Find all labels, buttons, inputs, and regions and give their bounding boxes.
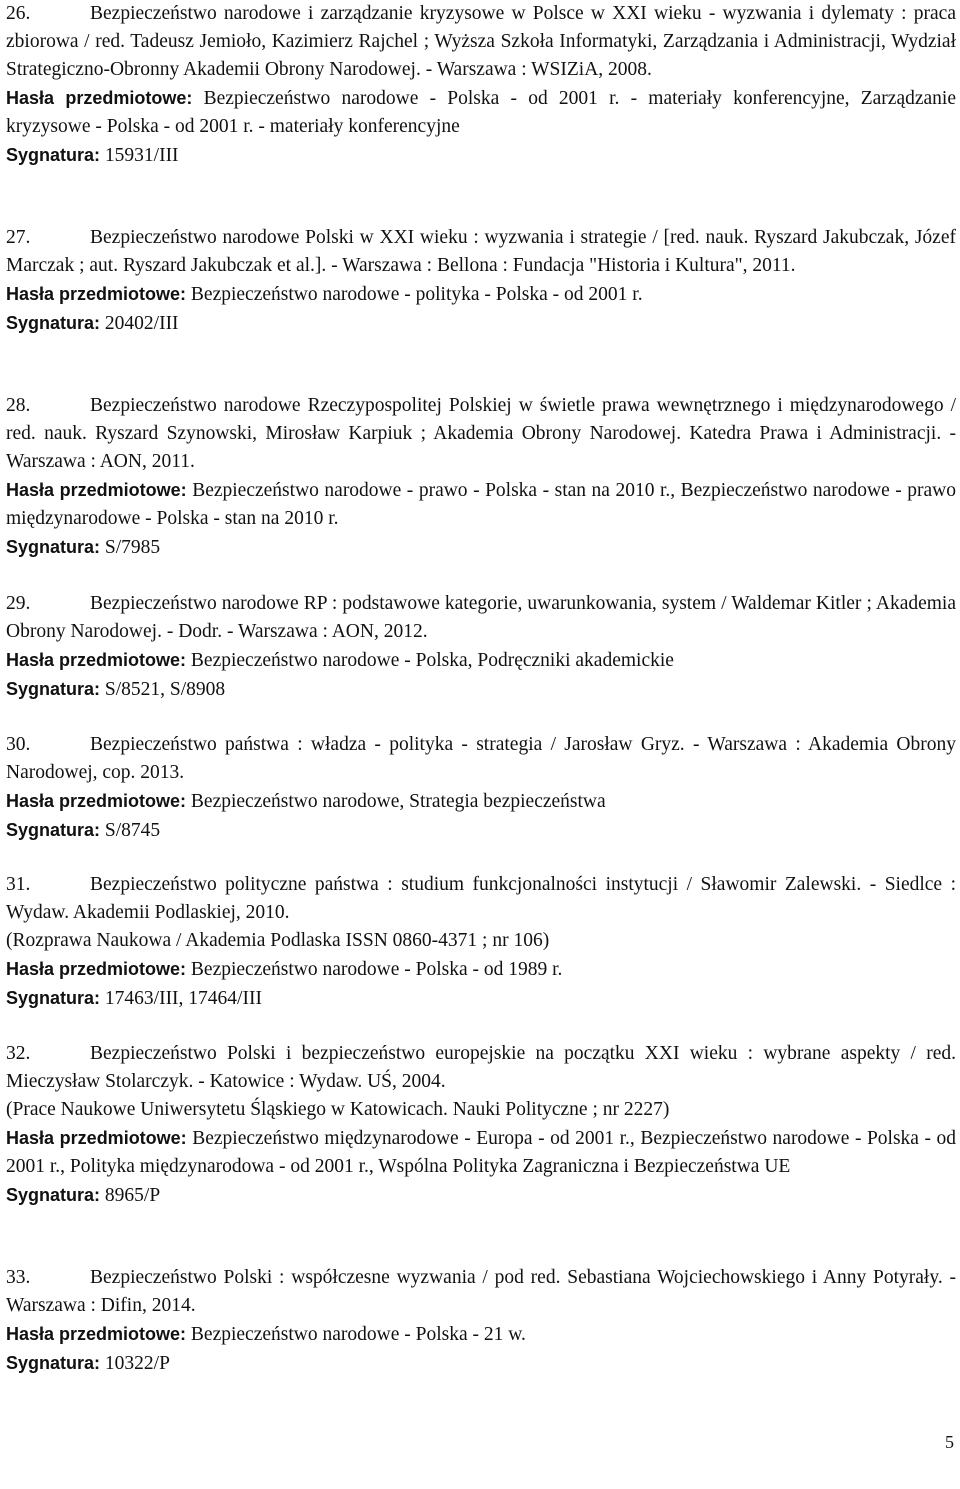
- catalog-entry-32: [6, 1040, 956, 1210]
- entry-title: Bezpieczeństwo narodowe Rzeczypospolitej Polskiej w świetle prawa wewnętrznego i międzynarodowego / red. nauk. Ryszard Szynowski, Mirosław Karpiuk ; Akademia Obrony Narodowej. Katedra Prawa i Administracji. - Warszawa : AON, 2011.: [6, 395, 956, 472]
- subject-headings-value: Bezpieczeństwo narodowe - Polska - od 2001 r. - materiały konferencyjne, Zarządzanie kryzysowe - Polska - od 2001 r. - materiały konferencyjne: [6, 88, 956, 137]
- subject-headings-value: Bezpieczeństwo narodowe, Strategia bezpieczeństwa: [190, 791, 606, 812]
- entry-series: (Prace Naukowe Uniwersytetu Śląskiego w Katowicach. Nauki Polityczne ; nr 2227): [6, 1099, 670, 1120]
- subject-headings-value: Bezpieczeństwo narodowe - Polska - od 1989 r.: [190, 959, 563, 980]
- entry-number: 33.: [6, 1267, 31, 1288]
- subject-headings-value: Bezpieczeństwo narodowe - Polska, Podręczniki akademickie: [190, 650, 674, 671]
- catalog-entry-30: [6, 731, 956, 845]
- entry-signature: [6, 309, 956, 338]
- subject-headings-label: Hasła przedmiotowe:: [6, 1128, 187, 1148]
- page-number: 5: [945, 1432, 954, 1452]
- entry-description: [6, 392, 956, 476]
- call-number-value: 8965/P: [104, 1185, 161, 1206]
- subject-headings-value: Bezpieczeństwo narodowe - prawo - Polska - stan na 2010 r., Bezpieczeństwo narodowe - prawo międzynarodowe - Polska - stan na 2010 r.: [6, 480, 956, 529]
- call-number-value: S/7985: [104, 537, 161, 558]
- entry-subjects: [6, 1320, 956, 1349]
- subject-headings-label: Hasła przedmiotowe:: [6, 88, 193, 108]
- subject-headings-label: Hasła przedmiotowe:: [6, 480, 187, 500]
- call-number-label: Sygnatura:: [6, 820, 101, 840]
- subject-headings-label: Hasła przedmiotowe:: [6, 284, 187, 304]
- entry-title: Bezpieczeństwo narodowe i zarządzanie kryzysowe w Polsce w XXI wieku - wyzwania i dylematy : praca zbiorowa / red. Tadeusz Jemioło, Kazimierz Rajchel ; Wyższa Szkoła Informatyki, Zarządzania i Administracji, Wydział Strategiczno-Obronny Akademii Obrony Narodowej. - Warszawa : WSIZiA, 2008.: [6, 3, 956, 80]
- entry-signature: [6, 1349, 956, 1378]
- entry-number: 30.: [6, 734, 31, 755]
- call-number-value: 17463/III, 17464/III: [104, 988, 262, 1009]
- entry-subjects: [6, 476, 956, 533]
- entry-number: 31.: [6, 874, 31, 895]
- entry-subjects: [6, 955, 956, 984]
- entry-subjects: [6, 280, 956, 309]
- catalog-entry-26: [6, 0, 956, 170]
- entry-signature: [6, 1181, 956, 1210]
- entry-description: [6, 731, 956, 787]
- entry-subjects: [6, 1124, 956, 1181]
- entry-subjects: [6, 646, 956, 675]
- catalog-entry-33: [6, 1264, 956, 1378]
- entry-number: 28.: [6, 395, 31, 416]
- entry-description: [6, 1264, 956, 1320]
- entry-title: Bezpieczeństwo narodowe Polski w XXI wieku : wyzwania i strategie / [red. nauk. Ryszard Jakubczak, Józef Marczak ; aut. Ryszard Jakubczak et al.]. - Warszawa : Bellona : Fundacja "Historia i Kultura", 2011.: [6, 227, 956, 276]
- entry-description: [6, 1040, 956, 1096]
- entry-number: 29.: [6, 593, 31, 614]
- entry-series: (Rozprawa Naukowa / Akademia Podlaska ISSN 0860-4371 ; nr 106): [6, 930, 550, 951]
- call-number-label: Sygnatura:: [6, 537, 101, 557]
- subject-headings-label: Hasła przedmiotowe:: [6, 650, 187, 670]
- catalog-entry-31: [6, 871, 956, 1013]
- subject-headings-value: Bezpieczeństwo narodowe - polityka - Polska - od 2001 r.: [190, 284, 643, 305]
- entry-subjects: [6, 84, 956, 141]
- call-number-label: Sygnatura:: [6, 1185, 101, 1205]
- call-number-label: Sygnatura:: [6, 679, 101, 699]
- subject-headings-value: Bezpieczeństwo narodowe - Polska - 21 w.: [190, 1324, 526, 1345]
- entry-description: [6, 590, 956, 646]
- catalog-entry-29: [6, 590, 956, 704]
- entry-description: [6, 871, 956, 927]
- entry-description: [6, 224, 956, 280]
- entry-signature: [6, 141, 956, 170]
- call-number-value: 15931/III: [104, 145, 179, 166]
- call-number-value: S/8521, S/8908: [104, 679, 226, 700]
- catalog-entry-28: [6, 392, 956, 562]
- subject-headings-label: Hasła przedmiotowe:: [6, 791, 187, 811]
- entry-description: [6, 0, 956, 84]
- entry-title: Bezpieczeństwo narodowe RP : podstawowe kategorie, uwarunkowania, system / Waldemar Kitler ; Akademia Obrony Narodowej. - Dodr. - Warszawa : AON, 2012.: [6, 593, 956, 642]
- entry-signature: [6, 675, 956, 704]
- subject-headings-label: Hasła przedmiotowe:: [6, 959, 187, 979]
- call-number-label: Sygnatura:: [6, 145, 101, 165]
- call-number-label: Sygnatura:: [6, 988, 101, 1008]
- catalog-entry-27: [6, 224, 956, 338]
- entry-title: Bezpieczeństwo Polski : współczesne wyzwania / pod red. Sebastiana Wojciechowskiego i Anny Potyrały. - Warszawa : Difin, 2014.: [6, 1267, 956, 1316]
- entry-title: Bezpieczeństwo Polski i bezpieczeństwo europejskie na początku XXI wieku : wybrane aspekty / red. Mieczysław Stolarczyk. - Katowice : Wydaw. UŚ, 2004.: [6, 1043, 956, 1092]
- call-number-label: Sygnatura:: [6, 313, 101, 333]
- entry-title: Bezpieczeństwo polityczne państwa : studium funkcjonalności instytucji / Sławomir Zalewski. - Siedlce : Wydaw. Akademii Podlaskiej, 2010.: [6, 874, 956, 923]
- subject-headings-label: Hasła przedmiotowe:: [6, 1324, 187, 1344]
- entry-signature: [6, 816, 956, 845]
- entry-subjects: [6, 787, 956, 816]
- call-number-value: 10322/P: [104, 1353, 170, 1374]
- entry-number: 27.: [6, 227, 31, 248]
- entry-number: 26.: [6, 3, 31, 24]
- subject-headings-value: Bezpieczeństwo międzynarodowe - Europa - od 2001 r., Bezpieczeństwo narodowe - Polska - od 2001 r., Polityka międzynarodowa - od 2001 r., Wspólna Polityka Zagraniczna i Bezpieczeństwa UE: [6, 1128, 957, 1177]
- entry-number: 32.: [6, 1043, 31, 1064]
- entry-title: Bezpieczeństwo państwa : władza - polityka - strategia / Jarosław Gryz. - Warszawa : Akademia Obrony Narodowej, cop. 2013.: [6, 734, 956, 783]
- entry-signature: [6, 984, 956, 1013]
- entry-signature: [6, 533, 956, 562]
- call-number-value: S/8745: [104, 820, 161, 841]
- call-number-label: Sygnatura:: [6, 1353, 101, 1373]
- call-number-value: 20402/III: [104, 313, 179, 334]
